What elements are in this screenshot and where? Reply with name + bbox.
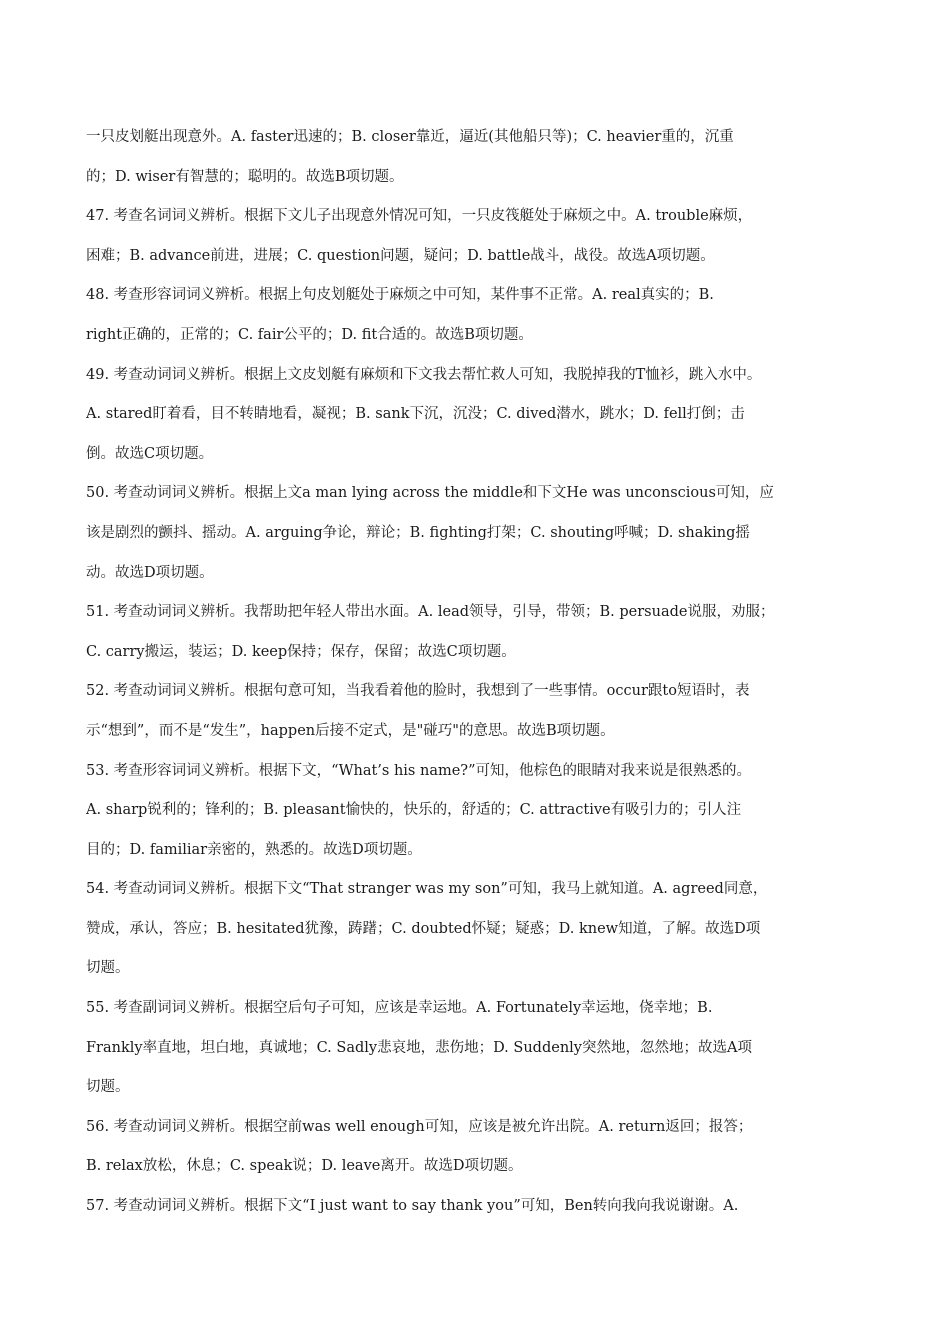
text-line: 倒。故选C项切题。 <box>86 445 214 462</box>
text-line: 57. 考查动词词义辨析。根据下文“I just want to say thank you”可知，Ben转向我向我说谢谢。A. <box>86 1198 739 1215</box>
text-line: 切题。 <box>86 1079 130 1096</box>
text-line: 55. 考查副词词义辨析。根据空后句子可知，应该是幸运地。A. Fortunately幸运地，侥幸地；B. <box>86 1000 713 1017</box>
text-line: 51. 考查动词词义辨析。我帮助把年轻人带出水面。A. lead领导，引导，带领；B. persuade说服，劝服； <box>86 604 775 621</box>
text-line: 一只皮划艇出现意外。A. faster迅速的；B. closer靠近，逼近(其他船只等)；C. heavier重的，沉重 <box>86 129 734 145</box>
text-line: 52. 考查动词词义辨析。根据句意可知，当我看着他的脸时，我想到了一些事情。occur跟to短语时，表 <box>86 683 750 700</box>
text-line: 49. 考查动词词义辨析。根据上文皮划艇有麻烦和下文我去帮忙救人可知，我脱掉我的T恤衫，跳入水中。 <box>86 366 762 383</box>
text-line: A. stared盯着看，目不转睛地看，凝视；B. sank下沉，沉没；C. dived潜水，跳水；D. fell打倒；击 <box>86 406 745 423</box>
text-line: 切题。 <box>86 960 130 977</box>
text-line: 47. 考查名词词义辨析。根据下文儿子出现意外情况可知，一只皮筏艇处于麻烦之中。A. trouble麻烦， <box>86 208 753 225</box>
text-line: 56. 考查动词词义辨析。根据空前was well enough可知，应该是被允许出院。A. return返回；报答； <box>86 1118 753 1135</box>
text-line: B. relax放松，休息；C. speak说；D. leave离开。故选D项切题。 <box>86 1158 523 1175</box>
text-line: 困难；B. advance前进，进展；C. question问题，疑问；D. battle战斗，战役。故选A项切题。 <box>86 247 715 264</box>
text-line: 动。故选D项切题。 <box>86 564 214 581</box>
text-line: 的；D. wiser有智慧的；聪明的。故选B项切题。 <box>86 168 404 185</box>
text-line: right正确的，正常的；C. fair公平的；D. fit合适的。故选B项切题。 <box>86 326 533 343</box>
text-line: 50. 考查动词词义辨析。根据上文a man lying across the middle和下文He was unconscious可知，应 <box>86 485 774 502</box>
text-line: 赞成，承认，答应；B. hesitated犹豫，踌躇；C. doubted怀疑；疑惑；D. knew知道，了解。故选D项 <box>86 920 761 937</box>
text-line: Frankly率直地，坦白地，真诚地；C. Sadly悲哀地，悲伤地；D. Suddenly突然地，忽然地；故选A项 <box>86 1039 752 1056</box>
text-line: 目的；D. familiar亲密的，熟悉的。故选D项切题。 <box>86 841 422 858</box>
text-line: C. carry搬运，装运；D. keep保持；保存，保留；故选C项切题。 <box>86 643 516 660</box>
text-line: 该是剧烈的颤抖、摇动。A. arguing争论，辩论；B. fighting打架；C. shouting呼喊；D. shaking摇 <box>86 524 750 541</box>
text-line: A. sharp锐利的；锋利的；B. pleasant愉快的，快乐的，舒适的；C. attractive有吸引力的；引人注 <box>86 802 742 819</box>
text-line: 48. 考查形容词词义辨析。根据上句皮划艇处于麻烦之中可知，某件事不正常。A. real真实的；B. <box>86 287 714 304</box>
answer-explanation-page <box>86 118 876 1227</box>
text-line: 53. 考查形容词词义辨析。根据下文，“What’s his name?”可知，他棕色的眼睛对我来说是很熟悉的。 <box>86 762 751 779</box>
text-line: 54. 考查动词词义辨析。根据下文“That stranger was my son”可知，我马上就知道。A. agreed同意， <box>86 881 768 898</box>
text-line: 示“想到”，而不是“发生”，happen后接不定式，是"碰巧"的意思。故选B项切题。 <box>86 722 615 739</box>
